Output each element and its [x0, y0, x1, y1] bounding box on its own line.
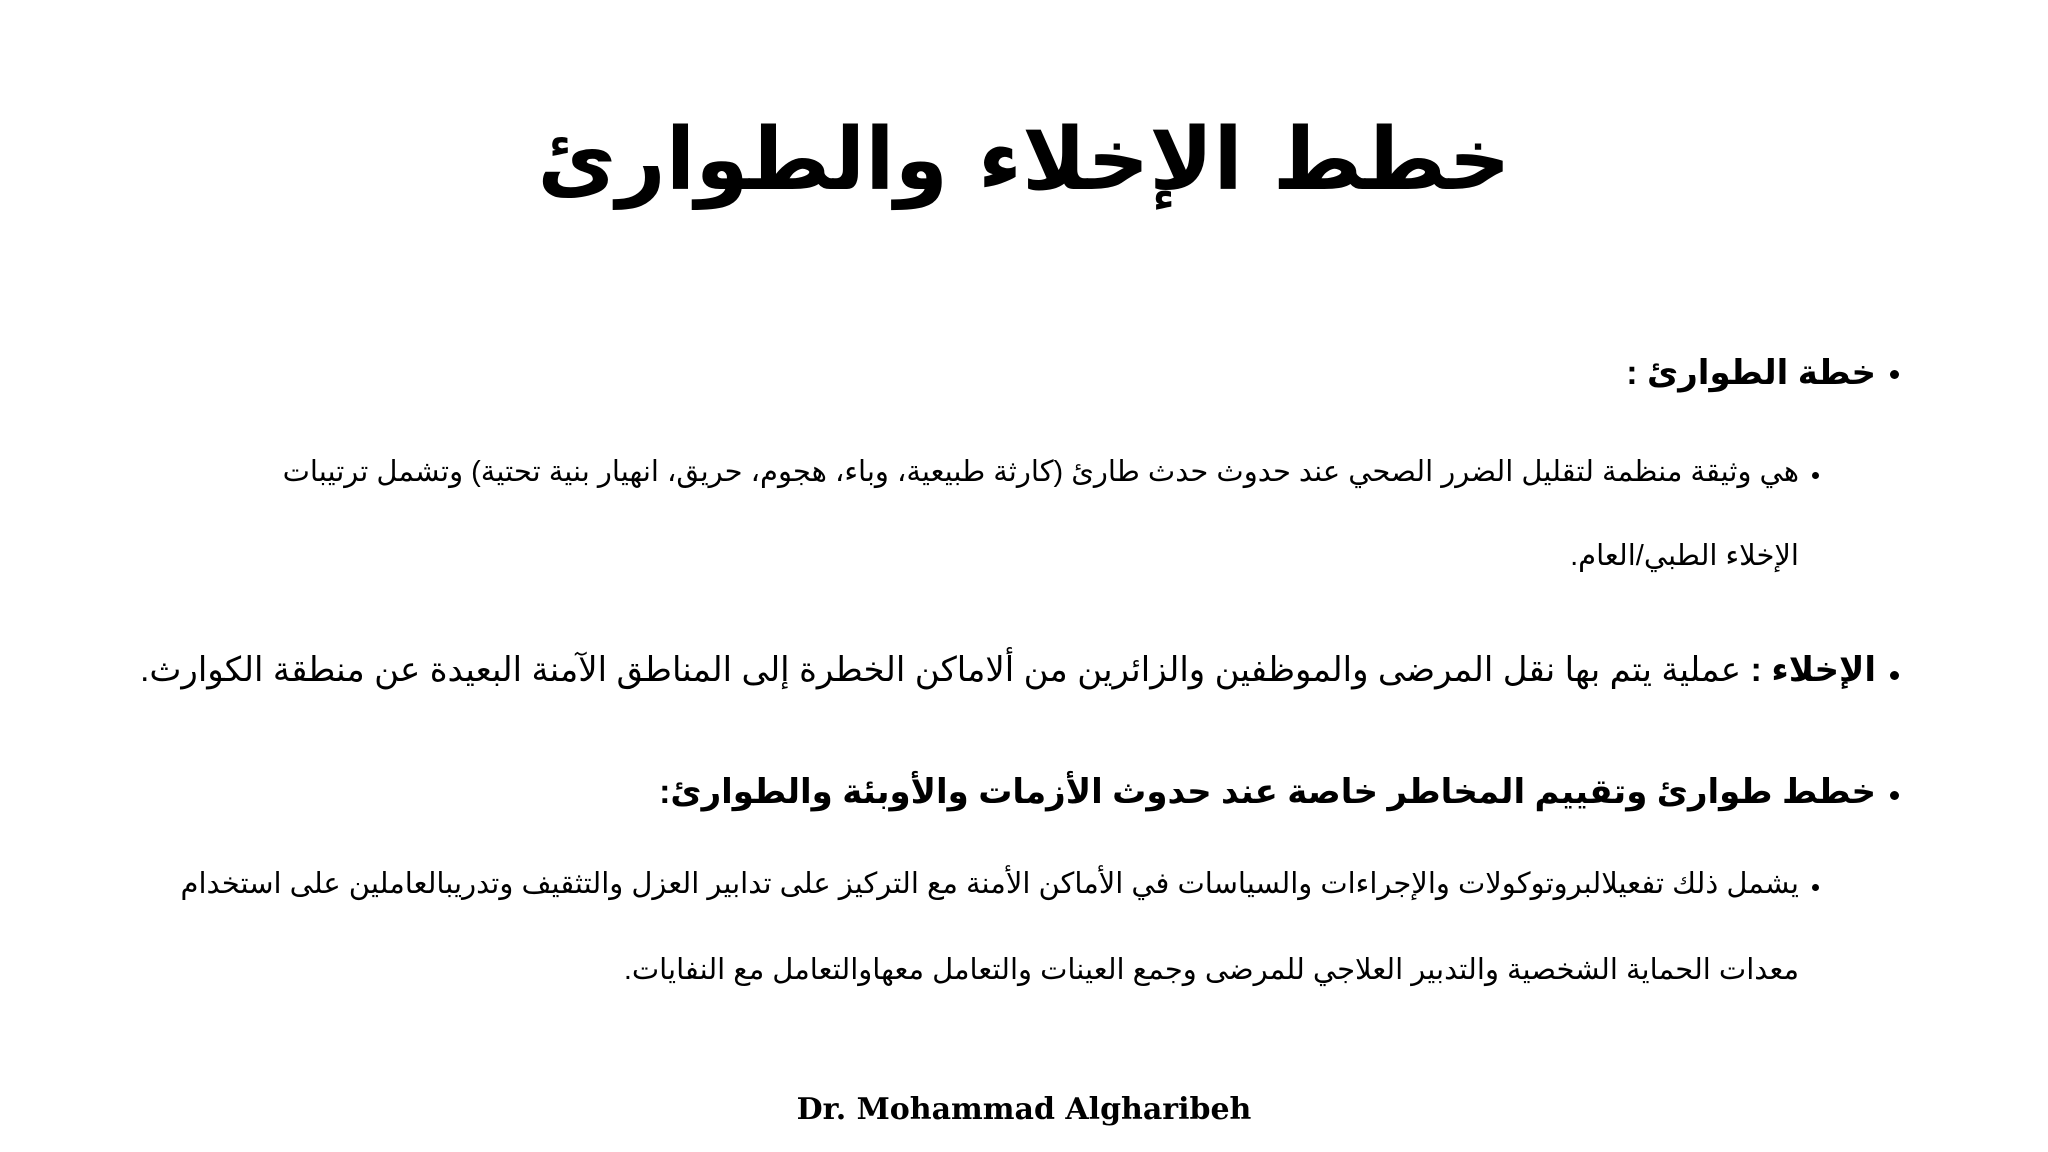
slide-title: خطط الإخلاء والطوارئ: [537, 110, 1511, 210]
bullet-dot: [1890, 791, 1899, 800]
footer-author: Dr. Mohammad Algharibeh: [796, 1092, 1252, 1127]
evacuation-definition: عملية يتم بها نقل المرضى والموظفين والزائرين من ألاماكن الخطرة إلى المناطق الآمنة البعيدة عن منطقة الكوارث.: [139, 651, 1742, 689]
evacuation-definition-row: [140, 648, 1876, 692]
emergency-plan-description-line2: الإخلاء الطبي/العام.: [1570, 540, 1799, 572]
risk-plans-description-line1: يشمل ذلك تفعيلالبروتوكولات والإجراءات والسياسات في الأماكن الأمنة مع التركيز على تدابير العزل والتثقيف وتدريبالعاملين على استخدام: [180, 868, 1799, 900]
risk-plans-heading: خطط طوارئ وتقييم المخاطر خاصة عند حدوث الأزمات والأوبئة والطوارئ:: [659, 773, 1876, 811]
bullet-dot: [1812, 884, 1819, 891]
emergency-plan-description-line1: هي وثيقة منظمة لتقليل الضرر الصحي عند حدوث حدث طارئ (كارثة طبيعية، وباء، هجوم، حريق، انهيار بنية تحتية) وتشمل ترتيبات: [282, 456, 1799, 488]
risk-plans-description-line2: معدات الحماية الشخصية والتدبير العلاجي للمرضى وجمع العينات والتعامل معهاوالتعامل مع النفايات.: [623, 954, 1799, 986]
emergency-plan-heading: خطة الطوارئ :: [1626, 354, 1876, 392]
bullet-dot: [1812, 472, 1819, 479]
bullet-dot: [1890, 370, 1899, 379]
evacuation-term: الإخلاء :: [1750, 651, 1876, 689]
bullet-dot: [1890, 671, 1899, 680]
